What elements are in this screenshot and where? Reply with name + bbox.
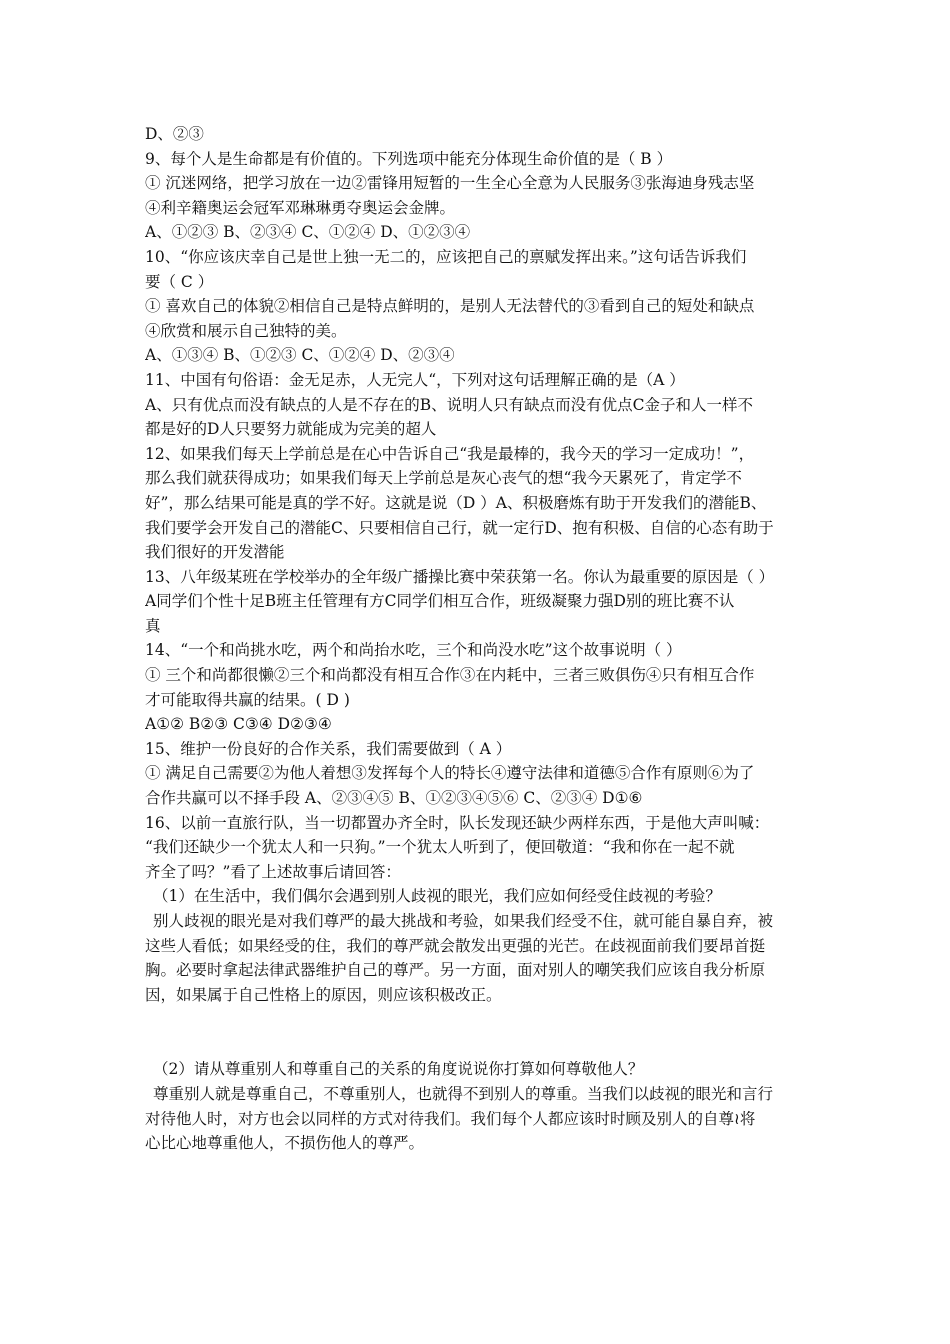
text-line: 要（ C ） [145,272,214,291]
answer-line: 别人歧视的眼光是对我们尊严的最大挑战和考验，如果我们经受不住，就可能自暴自弃，被 [153,912,774,930]
document-page [145,122,810,1156]
question-16: 16、以前一直旅行队，当一切都置办齐全时，队长发现还缺少两样东西，于是他大声叫喊： [145,813,770,832]
answer-line: 尊重别人就是尊重自己，不尊重别人，也就得不到别人的尊重。当我们以歧视的眼光和言行 [153,1084,774,1103]
text-line: ① 满足自己需要②为他人着想③发挥每个人的特长④遵守法律和道德⑤合作有原则⑥为了 [145,764,755,783]
answer-line: 这些人看低；如果经受的住，我们的尊严就会散发出更强的光芒。在歧视面前我们要昂首挺 [145,936,766,955]
answer-line: 因，如果属于自己性格上的原因，则应该积极改正。 [145,985,502,1004]
question-12: 12、如果我们每天上学前总是在心中告诉自己“我是最棒的，我今天的学习一定成功！”， [145,444,755,463]
text-line: 都是好的D人只要努力就能成为完美的超人 [145,420,437,439]
question-11: 11、中国有句俗语：金无足赤，人无完人“，下列对这句话理解正确的是（A ） [145,370,685,389]
text-line: A、①③④ B、①②③ C、①②④ D、②③④ [145,346,455,365]
text-block-2 [145,1057,810,1155]
text-line: 我们要学会开发自己的潜能C、只要相信自己行，就一定行D、抱有积极、自信的心态有助于 [145,518,774,537]
text-line: ① 三个和尚都很懒②三个和尚都没有相互合作③在内耗中，三者三败俱伤④只有相互合作 [145,666,755,685]
text-line: D、②③ [145,125,204,143]
text-line: 合作共赢可以不择手段 A、②③④⑤ B、①②③④⑤⑥ C、②③④ D①⑥ [145,789,643,808]
answer-line: 心比心地尊重他人，不损伤他人的尊严。 [145,1134,425,1153]
text-line: 齐全了吗？”看了上述故事后请回答： [145,862,401,881]
text-line: ④欣赏和展示自己独特的美。 [145,321,347,340]
question-13: 13、八年级某班在学校举办的全年级广播操比赛中荣获第一名。你认为最重要的原因是（ ） [145,567,775,586]
text-line: 才可能取得共赢的结果。( D ) [145,690,350,709]
question-15: 15、维护一份良好的合作关系，我们需要做到（ A ） [145,739,512,758]
text-line: ① 喜欢自己的体貌②相信自己是特点鲜明的，是别人无法替代的③看到自己的短处和缺点 [145,297,755,316]
text-line: 好”，那么结果可能是真的学不好。这就是说（D ）A、积极磨炼有助于开发我们的潜能B、 [145,493,767,512]
text-line: 我们很好的开发潜能 [145,543,285,562]
text-line: A①② B②③ C③④ D②③④ [145,715,332,734]
question-10: 10、“你应该庆幸自己是世上独一无二的，应该把自己的禀赋发挥出来。”这句话告诉我们 [145,247,747,266]
text-line: “我们还缺少一个犹太人和一只狗。”一个犹太人听到了，便回敬道：“我和你在一起不就 [145,838,735,857]
question-9: 9、每个人是生命都是有价值的。下列选项中能充分体现生命价值的是（ B ） [145,149,673,168]
sub-question-1: （1）在生活中，我们偶尔会遇到别人歧视的眼光，我们应如何经受住歧视的考验？ [153,887,721,906]
text-line: A、只有优点而没有缺点的人是不存在的B、说明人只有缺点而没有优点C金子和人一样不 [145,395,753,414]
text-line: A、①②③ B、②③④ C、①②④ D、①②③④ [145,223,471,242]
text-line: 那么我们就获得成功；如果我们每天上学前总是灰心丧气的想“我今天累死了，肯定学不 [145,469,742,488]
text-line: 真 [145,616,161,635]
answer-line: 胸。必要时拿起法律武器维护自己的尊严。另一方面，面对别人的嘲笑我们应该自我分析原 [145,961,766,980]
text-block-1 [145,122,810,1007]
text-line: A同学们个性十足B班主任管理有方C同学们相互合作，班级凝聚力强D别的班比赛不认 [145,592,735,611]
text-line: ① 沉迷网络，把学习放在一边②雷锋用短暂的一生全心全意为人民服务③张海迪身残志坚 [145,174,755,193]
question-14: 14、“一个和尚挑水吃，两个和尚抬水吃，三个和尚没水吃”这个故事说明（ ） [145,641,682,660]
sub-question-2: （2）请从尊重别人和尊重自己的关系的角度说说你打算如何尊敬他人？ [153,1060,644,1079]
text-line: ④利辛籍奥运会冠军邓琳琳勇夺奥运会金牌。 [145,198,456,217]
answer-line: 对待他人时，对方也会以同样的方式对待我们。我们每个人都应该时时顾及别人的自尊≀将 [145,1109,756,1128]
blank-space [145,1007,810,1057]
